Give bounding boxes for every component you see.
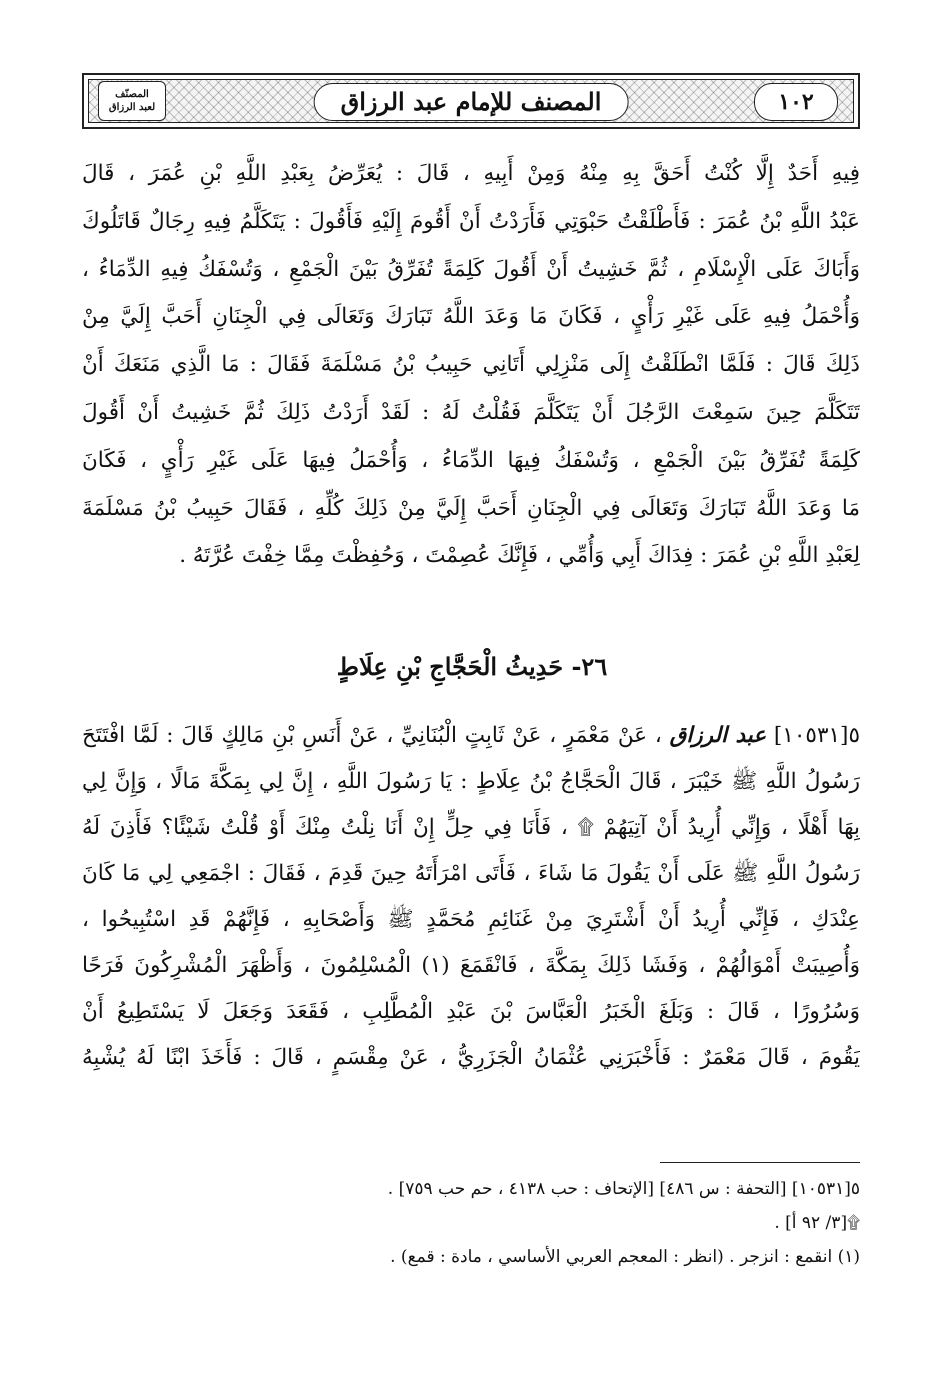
text-line: وَسُرُورًا ، قَالَ : وَبَلَغَ الْخَبَرُ الْعَبَّاسَ بْنَ عَبْدِ الْمُطَّلِبِ ، فَقَعَدَ وَجَعَلَ لَا يَسْتَطِيعُ أَنْ	[82, 999, 860, 1024]
book-title: المصنف للإمام عبد الرزاق	[314, 83, 629, 121]
text-line: عِنْدَكِ ، فَإِنِّي أُرِيدُ أَنْ أَشْتَرِيَ مِنْ غَنَائِمِ مُحَمَّدٍ ﷺ وَأَصْحَابِهِ ، فَإِنَّهُمْ قَدِ اسْتُبِيحُوا ،	[82, 907, 860, 932]
page-header	[82, 73, 860, 129]
narrator-name: عبد الرزاق	[669, 723, 767, 748]
text-line: يَقُومَ ، قَالَ مَعْمَرٌ : فَأَخْبَرَنِي عُثْمَانُ الْجَزَرِيُّ ، عَنْ مِقْسَمٍ ، قَالَ : فَأَخَذَ ابْنًا لَهُ يُشْبِهُ	[82, 1045, 860, 1070]
logo-line-1: المصنّف	[115, 89, 149, 100]
text-line: ذَلِكَ قَالَ : فَلَمَّا انْطَلَقْتُ إِلَى مَنْزِلِي أَتَانِي حَبِيبُ بْنُ مَسْلَمَةَ فَقَالَ : مَا الَّذِي مَنَعَكَ أَنْ	[82, 352, 860, 378]
text-line: رَسُولُ اللَّهِ ﷺ عَلَى أَنْ يَقُولَ مَا شَاءَ ، فَأَتَى امْرَأَتَهُ حِينَ قَدِمَ ، فَقَالَ : اجْمَعِي لِي مَا كَانَ	[82, 861, 860, 886]
text-line: وَأُصِيبَتْ أَمْوَالُهُمْ ، وَفَشَا ذَلِكَ بِمَكَّةَ ، فَانْقَمَعَ (١) الْمُسْلِمُونَ ، وَأَظْهَرَ الْمُشْرِكُونَ فَرَحًا	[82, 953, 860, 978]
footnote: ٥[١٠٥٣١] [التحفة : س ٤٨٦] [الإتحاف : حب ٤١٣٨ ، حم حب ٧٥٩] .	[387, 1179, 860, 1199]
first-line-rest: ، عَنْ مَعْمَرٍ ، عَنْ ثَابِتٍ الْبُنَانِيِّ ، عَنْ أَنَسِ بْنِ مَالِكٍ قَالَ : لَمَّا افْتَتَحَ	[82, 723, 662, 748]
footnotes	[82, 1172, 860, 1274]
page-number: ١٠٢	[754, 83, 838, 121]
footnote: (١) انقمع : انزجر . (انظر : المعجم العربي الأساسي ، مادة : قمع) .	[390, 1247, 860, 1267]
section-heading: ٢٦- حَدِيثُ الْحَجَّاجِ بْنِ عِلَاطٍ	[336, 652, 608, 681]
text-line-first	[82, 713, 860, 759]
text-line: فِيهِ أَحَدٌ إِلَّا كُنْتُ أَحَقَّ بِهِ مِنْهُ وَمِنْ أَبِيهِ ، قَالَ : يُعَرِّضُ بِعَبْدِ اللَّهِ بْنِ عُمَرَ ، قَالَ	[82, 161, 860, 186]
text-line: مَا وَعَدَ اللَّهُ تَبَارَكَ وَتَعَالَى فِي الْجِنَانِ أَحَبَّ إِلَيَّ مِنْ ذَلِكَ كُلِّهِ ، فَقَالَ حَبِيبُ بْنُ مَسْلَمَةَ	[82, 495, 860, 521]
text-line: تَتَكَلَّمَ حِينَ سَمِعْتَ الرَّجُلَ أَنْ يَتَكَلَّمَ فَقُلْتُ لَهُ : لَقَدْ أَرَدْتُ ذَلِكَ ثُمَّ خَشِيتُ أَنْ أَقُولَ	[82, 399, 860, 425]
passage-2	[82, 713, 860, 1081]
text-line: كَلِمَةً تُفَرِّقُ بَيْنَ الْجَمْعِ ، وَتُسْفَكُ فِيهَا الدِّمَاءُ ، وَأُحْمَلُ فِيهَا عَلَى غَيْرِ رَأْيٍ ، فَكَانَ	[82, 447, 860, 473]
text-line: بِهَا أَهْلًا ، وَإِنِّي أُرِيدُ أَنْ آتِيَهُمْ ۩ ، فَأَنَا فِي حِلٍّ إِنْ أَنَا نِلْتُ مِنْكَ أَوْ قُلْتُ شَيْئًا؟ فَأَذِنَ لَهُ	[82, 815, 860, 840]
book-logo	[98, 81, 166, 121]
hadith-marker: ٥[١٠٥٣١]	[773, 723, 860, 748]
passage-1	[82, 150, 860, 580]
text-line: وَأَبَاكَ عَلَى الْإِسْلَامِ ، ثُمَّ خَشِيتُ أَنْ أَقُولَ كَلِمَةً تُفَرِّقُ بَيْنَ الْجَمْعِ ، وَتُسْفَكُ فِيهِ الدِّمَاءُ ،	[82, 256, 860, 282]
footnote: ۩[٣/ ٩٢ أ] .	[774, 1213, 860, 1233]
text-line: وَأُحْمَلُ فِيهِ عَلَى غَيْرِ رَأْيٍ ، فَكَانَ مَا وَعَدَ اللَّهُ تَبَارَكَ وَتَعَالَى فِي الْجِنَانِ أَحَبَّ إِلَيَّ مِنْ	[82, 304, 860, 330]
text-line: عَبْدُ اللَّهِ بْنُ عُمَرَ : فَأَطْلَقْتُ حَبْوَتِي فَأَرَدْتُ أَنْ أَقُومَ إِلَيْهِ فَأَقُولَ : يَتَكَلَّمُ فِيهِ رِجَالٌ قَاتَلُوكَ	[82, 208, 860, 234]
text-line: لِعَبْدِ اللَّهِ بْنِ عُمَرَ : فِدَاكَ أَبِي وَأُمِّي ، فَإِنَّكَ عُصِمْتَ ، وَحُفِظْتَ مِمَّا خِفْتَ عُرَّتَهُ .	[179, 543, 860, 569]
footnote-divider	[660, 1162, 860, 1163]
text-line: رَسُولُ اللَّهِ ﷺ خَيْبَرَ ، قَالَ الْحَجَّاجُ بْنُ عِلَاطٍ : يَا رَسُولَ اللَّهِ ، إِنَّ لِي بِمَكَّةَ مَالًا ، وَإِنَّ لِي	[82, 769, 860, 794]
logo-line-2: لعبد الرزاق	[108, 102, 156, 113]
